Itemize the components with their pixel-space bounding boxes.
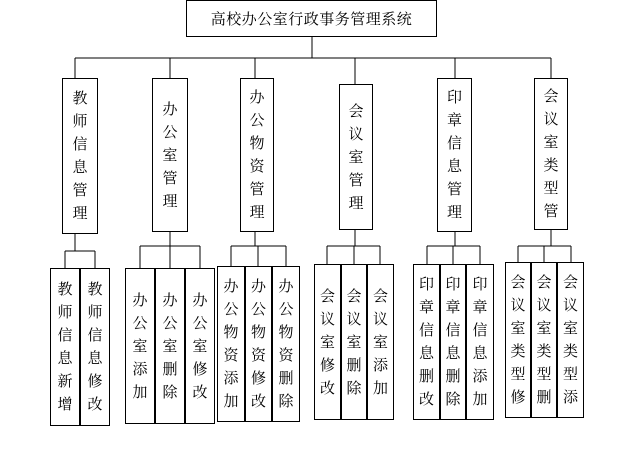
module-label: 办公室管理 [162, 99, 178, 210]
leaf-node [413, 264, 440, 420]
root-node [186, 0, 437, 37]
leaf-node [505, 262, 531, 418]
leaf-node [314, 264, 341, 420]
module-meeting-room-type [534, 78, 568, 230]
leaf-label: 会议室类型删 [536, 273, 552, 406]
leaf-node [155, 268, 185, 424]
root-label: 高校办公室行政事务管理系统 [210, 10, 413, 28]
module-teacher-info [62, 78, 98, 234]
leaf-label: 印章信息删除 [445, 275, 461, 408]
leaf-node [125, 268, 155, 424]
leaf-label: 教师信息修改 [87, 280, 103, 413]
leaf-node [466, 264, 494, 420]
leaf-label: 办公物资添加 [223, 277, 239, 410]
leaf-label: 会议室添加 [373, 286, 389, 397]
leaf-node [245, 266, 272, 422]
module-label: 会议室类型管 [543, 87, 559, 220]
leaf-node [440, 264, 466, 420]
leaf-label: 办公物资修改 [251, 277, 267, 410]
module-office-supplies [240, 78, 274, 232]
leaf-node [557, 262, 584, 418]
module-seal-info [437, 78, 472, 232]
leaf-label: 会议室类型添 [563, 273, 579, 406]
leaf-node [341, 264, 367, 420]
leaf-label: 教师信息新增 [57, 280, 73, 413]
leaf-label: 办公室添加 [132, 290, 148, 401]
leaf-node [531, 262, 557, 418]
leaf-label: 会议室类型修 [510, 273, 526, 406]
leaf-label: 办公室删除 [162, 290, 178, 401]
leaf-node [217, 266, 245, 422]
module-label: 办公物资管理 [249, 88, 265, 221]
module-label: 会议室管理 [348, 101, 364, 212]
module-meeting-room [339, 84, 373, 230]
leaf-node [272, 266, 300, 422]
leaf-label: 办公室修改 [192, 290, 208, 401]
leaf-label: 会议室删除 [346, 286, 362, 397]
leaf-label: 印章信息添加 [472, 275, 488, 408]
leaf-label: 办公物资删除 [278, 277, 294, 410]
leaf-node [80, 268, 110, 426]
leaf-label: 印章信息删改 [419, 275, 435, 408]
module-label: 印章信息管理 [447, 88, 463, 221]
leaf-node [50, 268, 80, 426]
module-label: 教师信息管理 [72, 89, 88, 222]
leaf-node [367, 264, 394, 420]
leaf-label: 会议室修改 [320, 286, 336, 397]
leaf-node [185, 268, 215, 424]
module-office [152, 78, 188, 232]
